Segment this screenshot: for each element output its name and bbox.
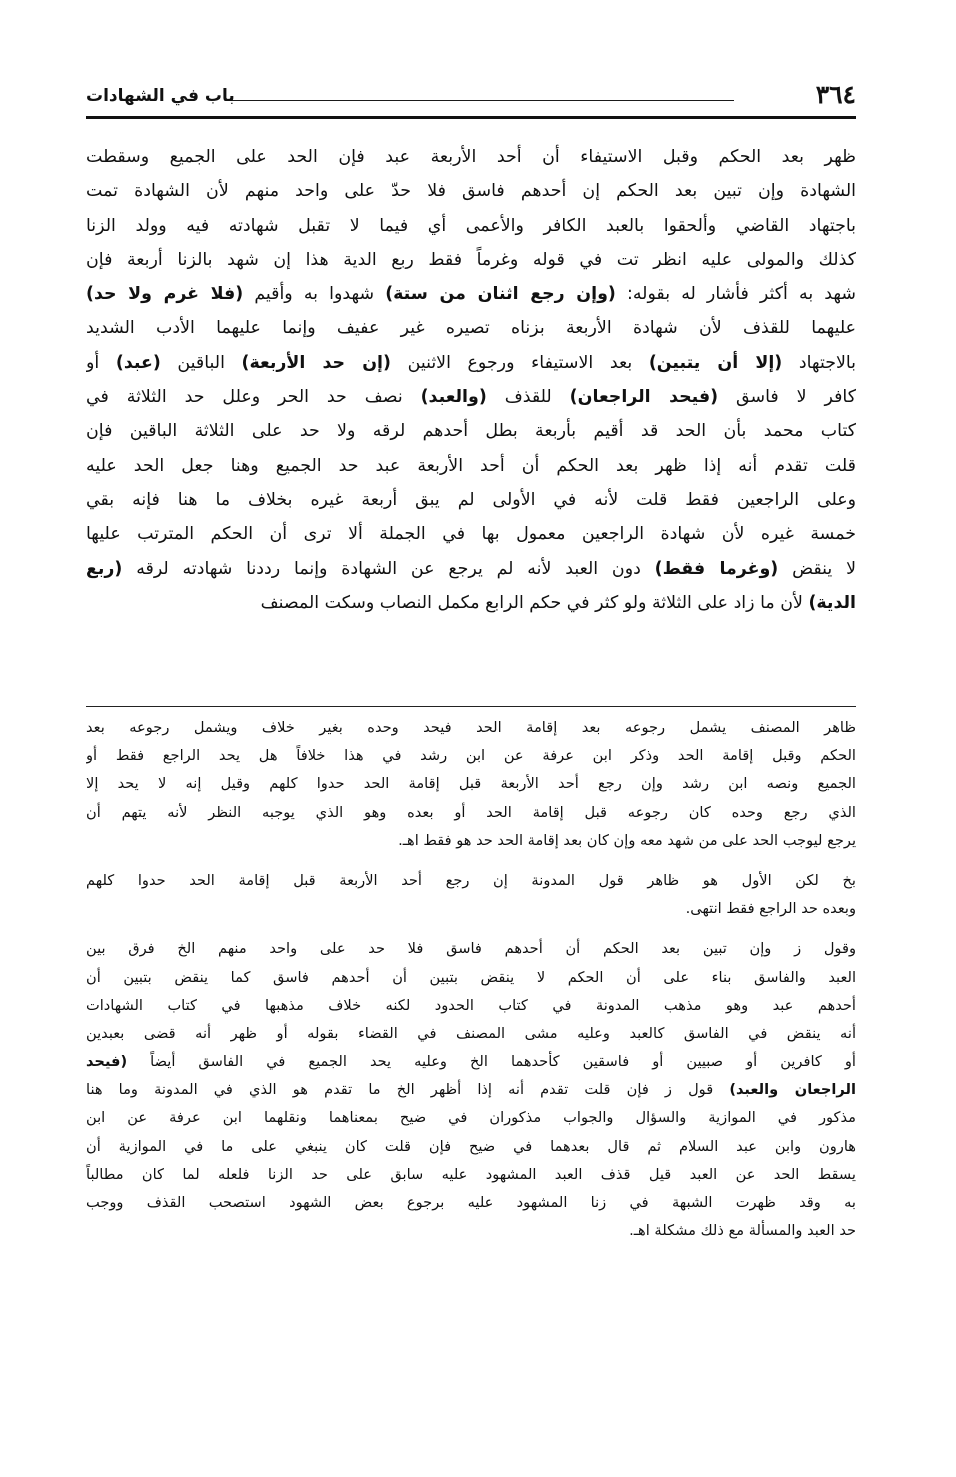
- bold-segment: (ربع: [86, 558, 123, 579]
- text-line: [86, 742, 856, 770]
- text-line: [86, 311, 856, 345]
- text-segment: كافر لا فاسق: [718, 387, 856, 408]
- text-segment: الحكم وقبل إقامة الحد وذكر ابن عرفة عن ابن رشد في هذا خلافاً هل يحد الراجع فقط أو: [86, 747, 856, 765]
- text-segment: وعلى الراجعين فقط قلت لأنه في الأولى لم يبق أربعة غيره بخلاف ما هنا فإنه بقي: [86, 489, 856, 510]
- text-line: [86, 243, 856, 277]
- paragraph-gap: [86, 923, 856, 935]
- text-line: [86, 140, 856, 174]
- text-segment: دون العبد لأنه لم يرجع عن الشهادة وإنما رددنا شهادته لرقه: [122, 558, 655, 579]
- text-segment: بعد الاستيفاء ورجوع الاثنين: [390, 352, 649, 373]
- header-rule-thin: [228, 100, 734, 101]
- paragraph-gap: [86, 855, 856, 867]
- text-line: [86, 935, 856, 963]
- text-segment: الشهادة وإن تبين بعد الحكم إن أحدهم فاسق فلا حدّ على واحد منهم لأن الشهادة تمت: [86, 181, 856, 202]
- text-segment: بخ لكن الأول هو ظاهر قول المدونة إن رجع أحد الأربعة قبل إقامة الحد حدوا كلهم: [86, 871, 856, 889]
- text-line: [86, 770, 856, 798]
- bold-segment: (فلا غرم ولا حد): [86, 284, 244, 305]
- text-line: [86, 277, 856, 311]
- text-segment: ظاهر المصنف يشمل رجوعه بعد إقامة الحد فيحد وحده بغير خلاف ويشمل رجوعه بعد: [86, 719, 856, 736]
- text-segment: باجتهاد القاضي وألحقوا بالعبد الكافر والأعمى أي فيما لا تقبل شهادته فيه وولد الزنا: [86, 215, 856, 236]
- text-segment: يرجع ليوجب الحد على من شهد معه وإن كان بعد إقامة الحد حد هو فقط اهـ.: [398, 831, 856, 849]
- text-segment: بالاجتهاد: [782, 352, 856, 373]
- text-segment: الباقين: [160, 352, 242, 373]
- text-line: [86, 1217, 856, 1245]
- text-segment: نصف حد الحر وعلل حد الثلاثة في: [86, 387, 421, 408]
- text-line: [86, 414, 856, 448]
- bold-segment: (فيحد: [86, 1053, 128, 1071]
- text-segment: مذكور في الموازية والسؤال والجواب مذكوران في ضيح بمعناهما ونقلهما ابن عرفة عن ابن: [86, 1109, 856, 1127]
- bold-segment: الراجعان والعبد): [729, 1081, 856, 1099]
- text-line: [86, 992, 856, 1020]
- bold-segment: (عبد): [115, 352, 161, 373]
- bold-segment: (وإن رجع اثنان من ستة): [385, 284, 616, 305]
- text-line: [86, 895, 856, 923]
- bold-segment: (وغرما فقط): [654, 558, 779, 579]
- text-segment: الجميع ونصه ابن رشد وإن رجع أحد الأربعة قبل إقامة الحد حدوا كلهم وقيل إنه لا يحد إلا: [86, 775, 856, 793]
- bold-segment: (والعبد): [420, 387, 487, 408]
- text-segment: الذي رجع وحده كان رجوعه قبل إقامة الحد أو بعده وهو الذي يوجبه النظر لأنه يتهم أن: [86, 803, 856, 821]
- text-segment: أحدهم عبد وهو مذهب المدونة في كتاب الحدود لكنه خلاف مذهبها في كتاب الشهادات: [86, 996, 856, 1014]
- text-segment: قلت تقدم أنه إذا ظهر بعد الحكم أن أحد الأربعة عبد حد الجميع وهنا جعل الحد عليه: [86, 455, 856, 476]
- text-segment: هارون وابن عبد السلام ثم قال بعدهما في ضيح فإن قلت كان ينبغي على ما في الموازية أن: [86, 1137, 856, 1155]
- bold-segment: (فيحد الراجعان): [569, 387, 719, 408]
- text-segment: عليهما للقذف لأن شهادة الأربعة بزناه تصيره غير عفيف وإنما عليهما الأدب الشديد: [86, 318, 856, 339]
- text-line: [86, 517, 856, 551]
- text-segment: به وقد ظهرت الشبهة في زنا المشهود عليه برجوع بعض الشهود استصحب القذف ووجب: [86, 1194, 856, 1211]
- text-segment: أنه ينقض في الفاسق كالعبد وعليه مشى المصنف في القضاء بقوله أو ظهر أنه قضى بعبدين: [86, 1024, 856, 1042]
- bold-segment: (إلا أن يتبين): [648, 352, 783, 373]
- bold-segment: (إن حد الأربعة): [241, 352, 391, 373]
- text-segment: حد العبد والمسألة مع ذلك مشكلة اهـ.: [629, 1222, 856, 1240]
- text-line: [86, 552, 856, 586]
- text-line: [86, 827, 856, 855]
- text-segment: العبد والفاسق بناء على أن الحكم لا ينقض بتبين أن أحدهم فاسق كما ينقض بتبين أن: [86, 968, 856, 986]
- text-line: [86, 799, 856, 827]
- text-segment: قول ز فإن قلت تقدم أنه إذا أظهر الخ ما تقدم هو الذي في المدونة وما هنا: [86, 1081, 730, 1099]
- text-line: [86, 1189, 856, 1217]
- text-segment: لأن ما زاد على الثلاثة ولو كثر في حكم الرابع مكمل النصاب وسكت المصنف: [260, 592, 809, 613]
- text-segment: كذلك والمولى عليه انظر تت في قوله وغرماً فقط ربع الدية هذا إن شهد بالزنا أربعة فإن: [86, 249, 856, 270]
- text-segment: خمسة غيره لأن شهادة الراجعين معمول بها في الجملة ألا ترى أن الحكم المترتب عليها: [86, 524, 856, 545]
- text-line: [86, 449, 856, 483]
- text-line: [86, 586, 856, 620]
- text-segment: كتاب محمد بأن الحد قد أقيم بأربعة بطل أحدهم لرقه ولا حد على الثلاثة الباقين فإن: [86, 421, 856, 442]
- text-segment: شهد به أكثر فأشار له بقوله:: [615, 284, 856, 305]
- bold-segment: الدية): [808, 592, 856, 613]
- footnote-separator: [86, 706, 856, 707]
- text-line: [86, 1161, 856, 1189]
- text-line: [86, 174, 856, 208]
- commentary-notes: [86, 714, 856, 1245]
- text-segment: شهدوا به وأقيم: [243, 284, 386, 305]
- text-line: [86, 714, 856, 742]
- text-line: [86, 1020, 856, 1048]
- text-line: [86, 1104, 856, 1132]
- header-rule-thick: [86, 116, 856, 119]
- text-line: [86, 964, 856, 992]
- page-number: ٣٦٤: [815, 80, 856, 109]
- text-segment: أو: [86, 352, 116, 373]
- text-line: [86, 346, 856, 380]
- running-title: باب في الشهادات: [86, 86, 235, 106]
- text-segment: يسقط الحد عن العبد قيل قذف العبد المشهود عليه سابق على حد الزنا فلعله لما كان مطالباً: [86, 1165, 856, 1183]
- text-line: [86, 1076, 856, 1104]
- text-segment: لا ينقض: [778, 558, 856, 579]
- text-line: [86, 1048, 856, 1076]
- text-segment: وبعده حد الراجع فقط انتهى.: [685, 900, 856, 918]
- page-header: [86, 78, 856, 122]
- text-segment: للقذف: [486, 387, 570, 408]
- main-text: [86, 140, 856, 620]
- text-line: [86, 1133, 856, 1161]
- text-line: [86, 483, 856, 517]
- text-segment: وقول ز وإن تبين بعد الحكم أن أحدهم فاسق فلا حد على واحد منهم الخ فرق بين: [86, 940, 856, 958]
- text-line: [86, 380, 856, 414]
- text-line: [86, 867, 856, 895]
- text-segment: أو كافرين أو صبيين أو فاسقين كأحدهما الخ وعليه يحد الجميع في الفاسق أيضاً: [127, 1053, 856, 1071]
- text-line: [86, 209, 856, 243]
- text-segment: ظهر بعد الحكم وقبل الاستيفاء أن أحد الأربعة عبد فإن الحد على الجميع وسقطت: [86, 147, 856, 167]
